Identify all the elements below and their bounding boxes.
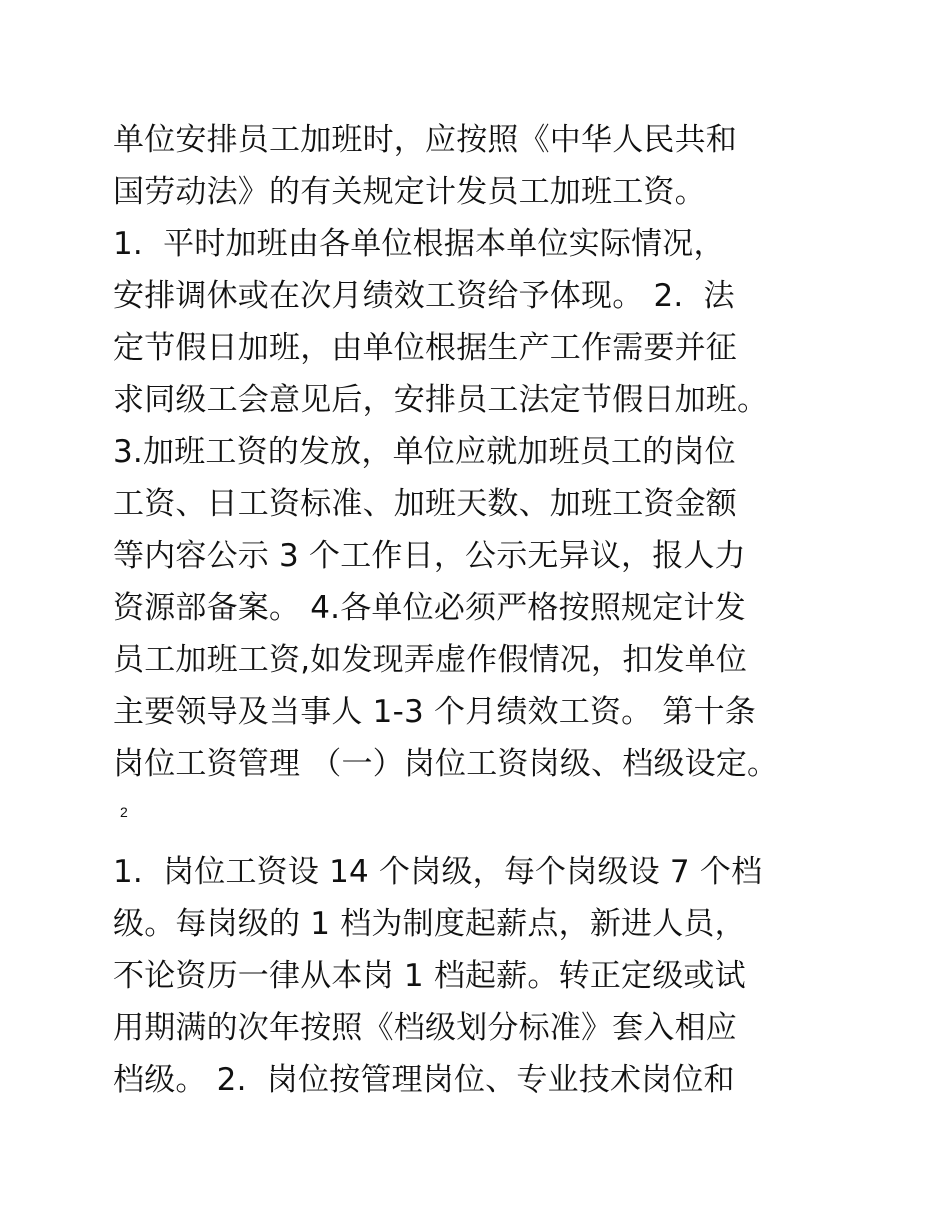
- text-line: 3.加班工资的发放，单位应就加班员工的岗位: [113, 434, 736, 470]
- text-line: 岗位工资管理 （一）岗位工资岗级、档级设定。: [113, 746, 779, 782]
- paragraph-block-top: [113, 114, 893, 790]
- text-line: 国劳动法》的有关规定计发员工加班工资。: [113, 174, 706, 210]
- text-line: 资源部备案。 4.各单位必须严格按照规定计发: [113, 590, 746, 626]
- text-line: 不论资历一律从本岗 1 档起薪。转正定级或试: [113, 958, 746, 994]
- text-line: 用期满的次年按照《档级划分标准》套入相应: [113, 1010, 737, 1046]
- paragraph-block-bottom: [113, 846, 893, 1106]
- text-line: 1. 平时加班由各单位根据本单位实际情况，: [113, 226, 725, 262]
- text-line: 主要领导及当事人 1-3 个月绩效工资。 第十条: [113, 694, 756, 730]
- text-line: 单位安排员工加班时，应按照《中华人民共和: [113, 122, 737, 158]
- page-number: 2: [120, 804, 128, 820]
- text-line: 级。每岗级的 1 档为制度起薪点，新进人员，: [113, 906, 746, 942]
- text-line: 1. 岗位工资设 14 个岗级，每个岗级设 7 个档: [113, 854, 763, 890]
- text-line: 等内容公示 3 个工作日，公示无异议，报人力: [113, 538, 746, 574]
- text-line: 员工加班工资,如发现弄虚作假情况，扣发单位: [113, 642, 748, 678]
- text-line: 工资、日工资标准、加班天数、加班工资金额: [113, 486, 737, 522]
- text-line: 安排调休或在次月绩效工资给予体现。 2. 法: [113, 278, 735, 314]
- text-line: 定节假日加班，由单位根据生产工作需要并征: [113, 330, 737, 366]
- text-line: 求同级工会意见后，安排员工法定节假日加班。: [113, 382, 769, 418]
- text-line: 档级。 2. 岗位按管理岗位、专业技术岗位和: [113, 1062, 735, 1098]
